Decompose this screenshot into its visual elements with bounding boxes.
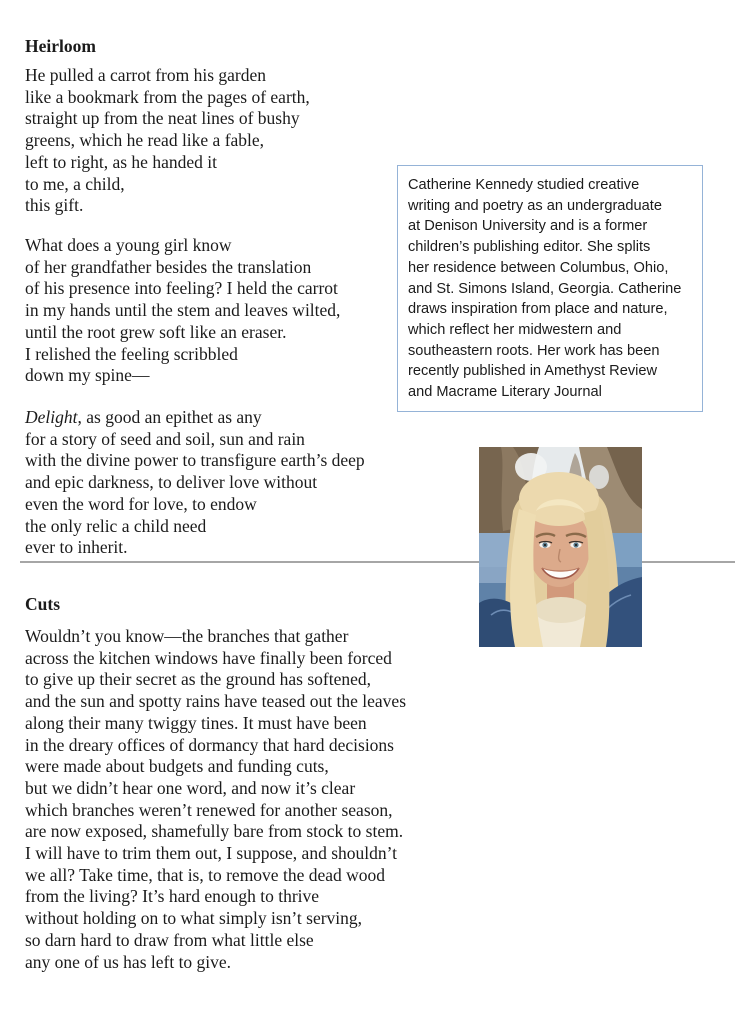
text-line: I relished the feeling scribbled	[25, 343, 238, 364]
text-line: and Macrame Literary Journal	[408, 384, 602, 401]
text-line: this gift.	[25, 195, 84, 216]
text-line: without holding on to what simply isn’t serving,	[25, 908, 363, 929]
text-line: to me, a child,	[25, 173, 125, 194]
text-line: writing and poetry as an undergraduate	[408, 197, 662, 214]
text-line: southeastern roots. Her work has been	[408, 342, 660, 359]
heirloom-stanza-1	[25, 65, 310, 217]
text-line: and St. Simons Island, Georgia. Catherine	[408, 280, 682, 297]
text-line: any one of us has left to give.	[25, 951, 232, 972]
text-line: are now exposed, shamefully bare from stock to stem.	[25, 821, 404, 842]
text-line: were made about budgets and funding cuts,	[25, 756, 329, 777]
poem-title-heirloom: Heirloom	[25, 35, 96, 56]
text-line: What does a young girl know	[25, 235, 232, 255]
text-line: we all? Take time, that is, to remove the dead wood	[25, 864, 386, 885]
text-line: children’s publishing editor. She splits	[408, 239, 651, 256]
text-line: from the living? It’s hard enough to thrive	[25, 886, 320, 907]
text-line: of his presence into feeling? I held the carrot	[25, 278, 338, 299]
text-line: until the root grew soft like an eraser.	[25, 321, 287, 342]
text-line: straight up from the neat lines of bushy	[25, 108, 300, 129]
text-line: which branches weren’t renewed for another season,	[25, 799, 393, 820]
text-line: along their many twiggy tines. It must have been	[25, 712, 367, 733]
heirloom-stanza-2	[25, 235, 340, 387]
heirloom-stanza-3	[25, 407, 365, 559]
text-line: and the sun and spotty rains have teased out the leaves	[25, 691, 407, 712]
text-line: Wouldn’t you know—the branches that gather	[25, 626, 349, 646]
text-line: down my spine—	[25, 365, 150, 386]
text-line: ever to inherit.	[25, 537, 128, 558]
text-line: for a story of seed and soil, sun and rain	[25, 428, 305, 449]
text-line: like a bookmark from the pages of earth,	[25, 86, 310, 107]
text-line: her residence between Columbus, Ohio,	[408, 259, 669, 276]
text-line: I will have to trim them out, I suppose, and shouldn’t	[25, 843, 397, 864]
text-line: Delight, as good an epithet as any	[25, 407, 262, 427]
author-bio-box	[397, 165, 703, 412]
text-line: greens, which he read like a fable,	[25, 130, 265, 151]
text-line: draws inspiration from place and nature,	[408, 301, 668, 318]
text-line: He pulled a carrot from his garden	[25, 65, 267, 85]
author-photo	[479, 447, 642, 647]
text-line: at Denison University and is a former	[408, 218, 648, 235]
text-line: of her grandfather besides the translation	[25, 256, 312, 277]
text-line: with the divine power to transfigure earth’s deep	[25, 450, 365, 471]
text-line: to give up their secret as the ground has softened,	[25, 669, 372, 690]
text-line: recently published in Amethyst Review	[408, 363, 658, 380]
text-line: across the kitchen windows have finally been forced	[25, 647, 392, 668]
text-line: left to right, as he handed it	[25, 151, 217, 172]
text-line: the only relic a child need	[25, 515, 207, 536]
text-line: even the word for love, to endow	[25, 493, 257, 514]
text-line: in my hands until the stem and leaves wilted,	[25, 300, 341, 321]
text-line: but we didn’t hear one word, and now it’s clear	[25, 777, 356, 798]
text-line: and epic darkness, to deliver love without	[25, 472, 318, 493]
text-line: in the dreary offices of dormancy that hard decisions	[25, 734, 394, 755]
text-line: so darn hard to draw from what little else	[25, 929, 314, 950]
text-line: which reflect her midwestern and	[408, 321, 622, 338]
text-line: Catherine Kennedy studied creative	[408, 177, 640, 193]
poem-title-cuts: Cuts	[25, 593, 61, 614]
author-photo-illustration	[479, 447, 642, 647]
cuts-stanza-1	[25, 626, 406, 973]
